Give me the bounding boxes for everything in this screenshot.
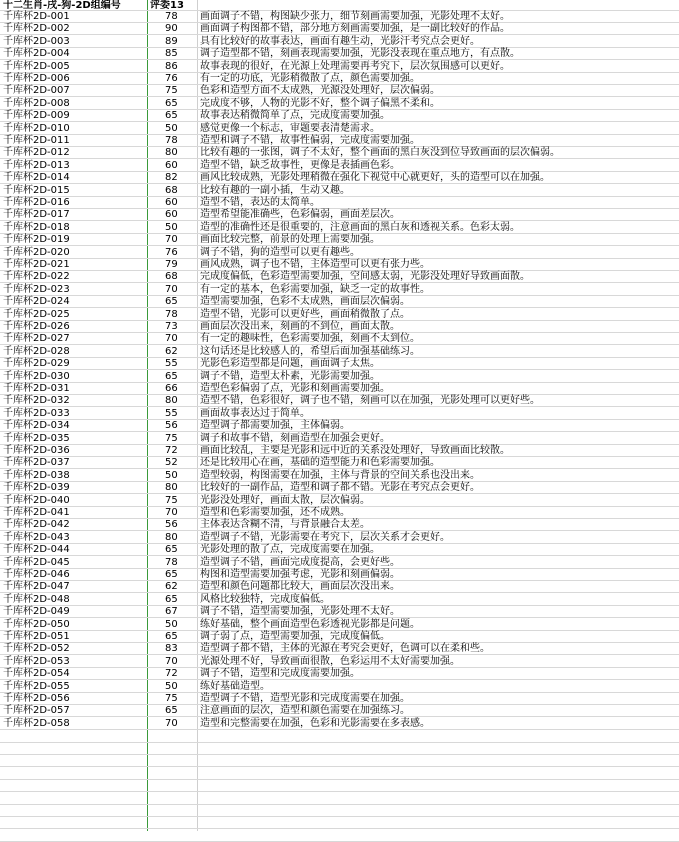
table-row bbox=[0, 73, 679, 85]
entry-id-cell[interactable]: 千库杯2D-002 bbox=[3, 23, 70, 35]
score-cell[interactable]: 70 bbox=[165, 655, 178, 667]
score-cell[interactable]: 80 bbox=[165, 147, 178, 159]
comment-cell[interactable]: 调子不错，造型太朴素，光影需要加强。 bbox=[200, 370, 380, 382]
score-cell[interactable]: 86 bbox=[165, 60, 178, 72]
comment-cell[interactable]: 调子不错，造型和完成度需要加强。 bbox=[200, 668, 360, 680]
comment-cell[interactable]: 练好基础，整个画面造型色彩透视光影都是问题。 bbox=[200, 618, 420, 630]
entry-id-cell[interactable]: 千库杯2D-030 bbox=[3, 370, 70, 382]
entry-id-cell[interactable]: 千库杯2D-023 bbox=[3, 283, 70, 295]
score-cell[interactable]: 65 bbox=[165, 370, 178, 382]
table-row bbox=[0, 532, 679, 544]
entry-id-cell[interactable]: 千库杯2D-032 bbox=[3, 395, 70, 407]
score-cell[interactable]: 75 bbox=[165, 494, 178, 506]
empty-row-line bbox=[0, 804, 679, 805]
table-row bbox=[0, 433, 679, 445]
score-cell[interactable]: 56 bbox=[165, 420, 178, 432]
comment-cell[interactable]: 造型需要加强，色彩不太成熟，画面层次偏弱。 bbox=[200, 296, 410, 308]
score-cell[interactable]: 70 bbox=[165, 507, 178, 518]
entry-id-cell[interactable]: 千库杯2D-035 bbox=[3, 432, 70, 444]
table-row bbox=[0, 718, 679, 730]
score-cell[interactable]: 78 bbox=[165, 308, 178, 320]
entry-id-cell[interactable]: 千库杯2D-046 bbox=[3, 569, 70, 580]
header-judge-cell[interactable]: 评委13 bbox=[150, 0, 184, 11]
header-row bbox=[0, 0, 679, 11]
score-cell[interactable]: 62 bbox=[165, 581, 178, 593]
score-cell[interactable]: 62 bbox=[165, 345, 178, 357]
entry-id-cell[interactable]: 千库杯2D-058 bbox=[3, 717, 70, 729]
comment-cell[interactable]: 画面故事表达过于简单。 bbox=[200, 407, 310, 419]
entry-id-cell[interactable]: 千库杯2D-036 bbox=[3, 445, 70, 456]
comment-cell[interactable]: 比较有趣的一张图，调子不太好，整个画面的黑白灰没到位导致画面的层次偏弱。 bbox=[200, 147, 560, 159]
score-cell[interactable]: 50 bbox=[165, 122, 178, 134]
score-cell[interactable]: 65 bbox=[165, 705, 178, 717]
score-cell[interactable]: 75 bbox=[165, 85, 178, 97]
empty-row-line bbox=[0, 816, 679, 817]
entry-id-cell[interactable]: 千库杯2D-050 bbox=[3, 618, 70, 630]
comment-cell[interactable]: 还是比较用心在画，基础的造型能力和色彩需要加强。 bbox=[200, 457, 440, 469]
table-row bbox=[0, 222, 679, 234]
table-row bbox=[0, 668, 679, 680]
entry-id-cell[interactable]: 千库杯2D-043 bbox=[3, 531, 70, 543]
entry-id-cell[interactable]: 千库杯2D-009 bbox=[3, 110, 70, 122]
table-row bbox=[0, 557, 679, 569]
comment-cell[interactable]: 造型希望能准确些，色彩偏弱，画面差层次。 bbox=[200, 209, 400, 221]
score-cell[interactable]: 75 bbox=[165, 693, 178, 704]
entry-id-cell[interactable]: 千库杯2D-047 bbox=[3, 581, 70, 593]
score-cell[interactable]: 78 bbox=[165, 556, 178, 568]
entry-id-cell[interactable]: 千库杯2D-048 bbox=[3, 593, 70, 605]
entry-id-cell[interactable]: 千库杯2D-039 bbox=[3, 482, 70, 494]
table-row bbox=[0, 445, 679, 457]
table-row bbox=[0, 705, 679, 717]
table-row bbox=[0, 172, 679, 184]
table-row bbox=[0, 569, 679, 581]
score-cell[interactable]: 67 bbox=[165, 606, 178, 618]
table-row bbox=[0, 135, 679, 147]
entry-id-cell[interactable]: 千库杯2D-018 bbox=[3, 221, 70, 233]
entry-id-cell[interactable]: 千库杯2D-021 bbox=[3, 259, 70, 270]
entry-id-cell[interactable]: 千库杯2D-029 bbox=[3, 358, 70, 370]
comment-cell[interactable]: 造型调子都需要加强，主体偏弱。 bbox=[200, 420, 350, 432]
entry-id-cell[interactable]: 千库杯2D-025 bbox=[3, 308, 70, 320]
comment-cell[interactable]: 造型调子不错，造型光影和完成度需要在加强。 bbox=[200, 693, 410, 704]
entry-id-cell[interactable]: 千库杯2D-041 bbox=[3, 507, 70, 518]
score-cell[interactable]: 72 bbox=[165, 445, 178, 456]
score-cell[interactable]: 52 bbox=[165, 457, 178, 469]
entry-id-cell[interactable]: 千库杯2D-031 bbox=[3, 383, 70, 394]
score-cell[interactable]: 66 bbox=[165, 383, 178, 394]
comment-cell[interactable]: 画风比较成熟，光影处理稍微在强化下视觉中心就更好，头的造型可以在加强。 bbox=[200, 172, 550, 184]
table-row bbox=[0, 643, 679, 655]
table-row bbox=[0, 123, 679, 135]
comment-cell[interactable]: 造型不错，色彩很好，调子也不错，刻画可以在加强，光影处理可以更好些。 bbox=[200, 395, 540, 407]
score-cell[interactable]: 50 bbox=[165, 469, 178, 481]
score-cell[interactable]: 78 bbox=[165, 135, 178, 146]
comment-cell[interactable]: 造型和色彩需要加强，还不成熟。 bbox=[200, 507, 350, 518]
table-row bbox=[0, 594, 679, 606]
comment-cell[interactable]: 练好基础造型。 bbox=[200, 680, 270, 692]
score-cell[interactable]: 85 bbox=[165, 48, 178, 60]
table-row bbox=[0, 693, 679, 705]
score-cell[interactable]: 65 bbox=[165, 544, 178, 556]
table-row bbox=[0, 519, 679, 531]
entry-id-cell[interactable]: 千库杯2D-045 bbox=[3, 556, 70, 568]
score-cell[interactable]: 73 bbox=[165, 321, 178, 332]
table-row bbox=[0, 296, 679, 308]
entry-id-cell[interactable]: 千库杯2D-057 bbox=[3, 705, 70, 717]
comment-cell[interactable]: 调子不错，造型需要加强，光影处理不太好。 bbox=[200, 606, 400, 618]
table-row bbox=[0, 358, 679, 370]
table-row bbox=[0, 259, 679, 271]
comment-cell[interactable]: 造型较弱，构图需要在加强，主体与背景的空间关系也没出来。 bbox=[200, 469, 480, 481]
table-row bbox=[0, 346, 679, 358]
comment-cell[interactable]: 具有比较好的故事表达，画面有趣生动，光影汗考究点会更好。 bbox=[200, 35, 480, 47]
comment-cell[interactable]: 造型色彩偏弱了点，光影和刻画需要加强。 bbox=[200, 383, 390, 394]
score-cell[interactable]: 89 bbox=[165, 35, 178, 47]
table-row bbox=[0, 11, 679, 23]
entry-id-cell[interactable]: 千库杯2D-019 bbox=[3, 234, 70, 246]
score-cell[interactable]: 79 bbox=[165, 259, 178, 270]
comment-cell[interactable]: 画面层次没出来，刻画的不到位，画面太散。 bbox=[200, 321, 400, 332]
comment-cell[interactable]: 有一定的功底，光影稍微散了点，颜色需要加强。 bbox=[200, 73, 420, 84]
entry-id-cell[interactable]: 千库杯2D-052 bbox=[3, 643, 70, 655]
table-row bbox=[0, 333, 679, 345]
comment-cell[interactable]: 造型调子不错，光影需要在考究下，层次关系才会更好。 bbox=[200, 531, 450, 543]
score-cell[interactable]: 70 bbox=[165, 717, 178, 729]
entry-id-cell[interactable]: 千库杯2D-038 bbox=[3, 469, 70, 481]
comment-cell[interactable]: 画面调子不错，构图缺少张力，细节刻画需要加强，光影处理不太好。 bbox=[200, 11, 510, 22]
table-row bbox=[0, 48, 679, 60]
table-row bbox=[0, 85, 679, 97]
entry-id-cell[interactable]: 千库杯2D-026 bbox=[3, 321, 70, 332]
table-row bbox=[0, 234, 679, 246]
table-row bbox=[0, 581, 679, 593]
score-cell[interactable]: 50 bbox=[165, 618, 178, 630]
entry-id-cell[interactable]: 千库杯2D-044 bbox=[3, 544, 70, 556]
comment-cell[interactable]: 感觉更像一个标志，审题要表清楚需求。 bbox=[200, 122, 380, 134]
comment-cell[interactable]: 造型调子不错，画面完成度提高，会更好些。 bbox=[200, 556, 400, 568]
comment-cell[interactable]: 造型和调子不错，故事性偏弱，完成度需要加强。 bbox=[200, 135, 420, 146]
entry-id-cell[interactable]: 千库杯2D-001 bbox=[3, 11, 70, 22]
entry-id-cell[interactable]: 千库杯2D-013 bbox=[3, 159, 70, 171]
comment-cell[interactable]: 有一定的趣味性，色彩需要加强，刻画不太到位。 bbox=[200, 333, 420, 345]
table-row bbox=[0, 470, 679, 482]
comment-cell[interactable]: 光影处理的散了点，完成度需要在加强。 bbox=[200, 544, 380, 556]
comment-cell[interactable]: 画面比较乱，主要是光影和远中近的关系没处理好，导致画面比较散。 bbox=[200, 445, 510, 456]
comment-cell[interactable]: 造型不错，光影可以更好些，画面稍微散了点。 bbox=[200, 308, 410, 320]
entry-id-cell[interactable]: 千库杯2D-055 bbox=[3, 680, 70, 692]
score-cell[interactable]: 90 bbox=[165, 23, 178, 35]
empty-row-line bbox=[0, 828, 679, 829]
score-cell[interactable]: 60 bbox=[165, 209, 178, 221]
entry-id-cell[interactable]: 千库杯2D-022 bbox=[3, 271, 70, 283]
entry-id-cell[interactable]: 千库杯2D-015 bbox=[3, 184, 70, 196]
entry-id-cell[interactable]: 千库杯2D-004 bbox=[3, 48, 70, 60]
table-row bbox=[0, 606, 679, 618]
comment-cell[interactable]: 光影没处理好，画面太散，层次偏弱。 bbox=[200, 494, 370, 506]
table-row bbox=[0, 98, 679, 110]
entry-id-cell[interactable]: 千库杯2D-016 bbox=[3, 197, 70, 208]
score-cell[interactable]: 82 bbox=[165, 172, 178, 184]
comment-cell[interactable]: 比较有趣的一副小插，生动又趣。 bbox=[200, 184, 350, 196]
entry-id-cell[interactable]: 千库杯2D-006 bbox=[3, 73, 70, 84]
table-row bbox=[0, 507, 679, 519]
entry-id-cell[interactable]: 千库杯2D-028 bbox=[3, 345, 70, 357]
score-cell[interactable]: 60 bbox=[165, 159, 178, 171]
table-row bbox=[0, 321, 679, 333]
empty-row-line bbox=[0, 754, 679, 755]
score-cell[interactable]: 56 bbox=[165, 519, 178, 531]
entry-id-cell[interactable]: 千库杯2D-024 bbox=[3, 296, 70, 308]
table-row bbox=[0, 395, 679, 407]
table-row bbox=[0, 544, 679, 556]
score-cell[interactable]: 83 bbox=[165, 643, 178, 655]
table-row bbox=[0, 110, 679, 122]
empty-row-line bbox=[0, 742, 679, 743]
score-cell[interactable]: 72 bbox=[165, 668, 178, 680]
comment-cell[interactable]: 有一定的基本，色彩需要加强，缺乏一定的故事性。 bbox=[200, 283, 430, 295]
score-cell[interactable]: 68 bbox=[165, 184, 178, 196]
entry-id-cell[interactable]: 千库杯2D-056 bbox=[3, 693, 70, 704]
score-cell[interactable]: 70 bbox=[165, 283, 178, 295]
header-title-cell[interactable]: 十二生肖-戌-狗-2D组编号 bbox=[3, 0, 121, 11]
table-row bbox=[0, 185, 679, 197]
comment-cell[interactable]: 故事表达稍微简单了点，完成度需要加强。 bbox=[200, 110, 390, 122]
score-cell[interactable]: 55 bbox=[165, 358, 178, 370]
comment-cell[interactable]: 造型和完整需要在加强，色彩和光影需要在多表感。 bbox=[200, 717, 430, 729]
entry-id-cell[interactable]: 千库杯2D-003 bbox=[3, 35, 70, 47]
table-row bbox=[0, 61, 679, 73]
comment-cell[interactable]: 比较好的一副作品，造型和调子都不错。光影在考究点会更好。 bbox=[200, 482, 480, 494]
table-row bbox=[0, 631, 679, 643]
empty-row-line bbox=[0, 779, 679, 780]
table-row bbox=[0, 36, 679, 48]
score-cell[interactable]: 68 bbox=[165, 271, 178, 283]
score-cell[interactable]: 80 bbox=[165, 395, 178, 407]
table-row bbox=[0, 457, 679, 469]
table-row bbox=[0, 408, 679, 420]
table-row bbox=[0, 271, 679, 283]
score-cell[interactable]: 55 bbox=[165, 407, 178, 419]
table-row bbox=[0, 23, 679, 35]
score-cell[interactable]: 75 bbox=[165, 432, 178, 444]
comment-cell[interactable]: 画风成熟，调子也不错，主体造型可以更有张力些。 bbox=[200, 259, 430, 270]
table-row bbox=[0, 284, 679, 296]
score-cell[interactable]: 76 bbox=[165, 73, 178, 84]
comment-cell[interactable]: 主体表达含糊不清，与背景融合太差。 bbox=[200, 519, 370, 531]
comment-cell[interactable]: 调子弱了点，造型需要加强，完成度偏低。 bbox=[200, 631, 390, 642]
entry-id-cell[interactable]: 千库杯2D-054 bbox=[3, 668, 70, 680]
empty-row-line bbox=[0, 766, 679, 767]
entry-id-cell[interactable]: 千库杯2D-008 bbox=[3, 97, 70, 109]
entry-id-cell[interactable]: 千库杯2D-042 bbox=[3, 519, 70, 531]
table-row bbox=[0, 495, 679, 507]
entry-id-cell[interactable]: 千库杯2D-012 bbox=[3, 147, 70, 159]
score-cell[interactable]: 80 bbox=[165, 531, 178, 543]
comment-cell[interactable]: 注意画面的层次，造型和颜色需要在加强练习。 bbox=[200, 705, 410, 717]
entry-id-cell[interactable]: 千库杯2D-033 bbox=[3, 407, 70, 419]
entry-id-cell[interactable]: 千库杯2D-014 bbox=[3, 172, 70, 184]
table-row bbox=[0, 681, 679, 693]
table-row bbox=[0, 147, 679, 159]
entry-id-cell[interactable]: 千库杯2D-027 bbox=[3, 333, 70, 345]
entry-id-cell[interactable]: 千库杯2D-020 bbox=[3, 246, 70, 258]
comment-cell[interactable]: 画面调子构图都不错，部分地方刻画需要加强，是一副比较好的作品。 bbox=[200, 23, 510, 35]
comment-cell[interactable]: 光影色彩造型都是问题，画面调子太焦。 bbox=[200, 358, 380, 370]
comment-cell[interactable]: 构图和造型需要加强考虑，光影和刻画偏弱。 bbox=[200, 569, 400, 580]
table-row bbox=[0, 309, 679, 321]
comment-cell[interactable]: 故事表现的很好，在光源上处理需要再考究下，层次氛围感可以更好。 bbox=[200, 60, 510, 72]
comment-cell[interactable]: 色彩和造型方面不太成熟，光源没处理好，层次偏弱。 bbox=[200, 85, 440, 97]
entry-id-cell[interactable]: 千库杯2D-034 bbox=[3, 420, 70, 432]
comment-cell[interactable]: 调子和故事不错，刻画造型在加强会更好。 bbox=[200, 432, 390, 444]
comment-cell[interactable]: 造型不错，缺乏故事性，更像是表插画色彩。 bbox=[200, 159, 400, 171]
comment-cell[interactable]: 光源处理不好，导致画面很散，色彩运用不太好需要加强。 bbox=[200, 655, 460, 667]
comment-cell[interactable]: 调子不错，狗的造型可以更有趣些。 bbox=[200, 246, 360, 258]
comment-cell[interactable]: 造型调子都不错，主体的光源在考究会更好，色调可以在柔和些。 bbox=[200, 643, 490, 655]
empty-row-line bbox=[0, 791, 679, 792]
score-cell[interactable]: 80 bbox=[165, 482, 178, 494]
score-cell[interactable]: 70 bbox=[165, 333, 178, 345]
score-cell[interactable]: 65 bbox=[165, 631, 178, 642]
entry-id-cell[interactable]: 千库杯2D-037 bbox=[3, 457, 70, 469]
score-cell[interactable]: 76 bbox=[165, 246, 178, 258]
table-row bbox=[0, 656, 679, 668]
table-row bbox=[0, 371, 679, 383]
score-cell[interactable]: 65 bbox=[165, 593, 178, 605]
score-cell[interactable]: 65 bbox=[165, 97, 178, 109]
score-cell[interactable]: 65 bbox=[165, 569, 178, 580]
table-row bbox=[0, 197, 679, 209]
comment-cell[interactable]: 造型不错，表达的太简单。 bbox=[200, 197, 320, 208]
score-cell[interactable]: 78 bbox=[165, 11, 178, 22]
entry-id-cell[interactable]: 千库杯2D-010 bbox=[3, 122, 70, 134]
score-cell[interactable]: 70 bbox=[165, 234, 178, 246]
entry-id-cell[interactable]: 千库杯2D-040 bbox=[3, 494, 70, 506]
comment-cell[interactable]: 完成度不够，人物的光影不好，整个调子偏黑不柔和。 bbox=[200, 97, 440, 109]
comment-cell[interactable]: 画面比较完整，前景的处理上需要加强。 bbox=[200, 234, 380, 246]
comment-cell[interactable]: 造型和颜色问题都比较大，画面层次没出来。 bbox=[200, 581, 400, 593]
score-cell[interactable]: 50 bbox=[165, 680, 178, 692]
comment-cell[interactable]: 这句话还是比较感人的，希望后面加强基础练习。 bbox=[200, 345, 420, 357]
entry-id-cell[interactable]: 千库杯2D-053 bbox=[3, 655, 70, 667]
comment-cell[interactable]: 调子造型都不错，刻画表现需要加强，光影没表现在重点地方，有点散。 bbox=[200, 48, 520, 60]
entry-id-cell[interactable]: 千库杯2D-049 bbox=[3, 606, 70, 618]
entry-id-cell[interactable]: 千库杯2D-017 bbox=[3, 209, 70, 221]
score-cell[interactable]: 65 bbox=[165, 110, 178, 122]
score-cell[interactable]: 60 bbox=[165, 197, 178, 208]
score-cell[interactable]: 65 bbox=[165, 296, 178, 308]
table-row bbox=[0, 420, 679, 432]
score-cell[interactable]: 50 bbox=[165, 221, 178, 233]
table-row bbox=[0, 482, 679, 494]
table-row bbox=[0, 160, 679, 172]
comment-cell[interactable]: 完成度偏低，色彩造型需要加强，空间感太弱，光影没处理好导致画面散。 bbox=[200, 271, 530, 283]
comment-cell[interactable]: 风格比较独特，完成度偏低。 bbox=[200, 593, 330, 605]
entry-id-cell[interactable]: 千库杯2D-011 bbox=[3, 135, 70, 146]
table-row bbox=[0, 619, 679, 631]
table-row bbox=[0, 383, 679, 395]
comment-cell[interactable]: 造型的准确性还是很重要的，注意画面的黑白灰和透视关系。色彩太弱。 bbox=[200, 221, 520, 233]
table-row bbox=[0, 209, 679, 221]
entry-id-cell[interactable]: 千库杯2D-005 bbox=[3, 60, 70, 72]
entry-id-cell[interactable]: 千库杯2D-051 bbox=[3, 631, 70, 642]
entry-id-cell[interactable]: 千库杯2D-007 bbox=[3, 85, 70, 97]
table-row bbox=[0, 247, 679, 259]
